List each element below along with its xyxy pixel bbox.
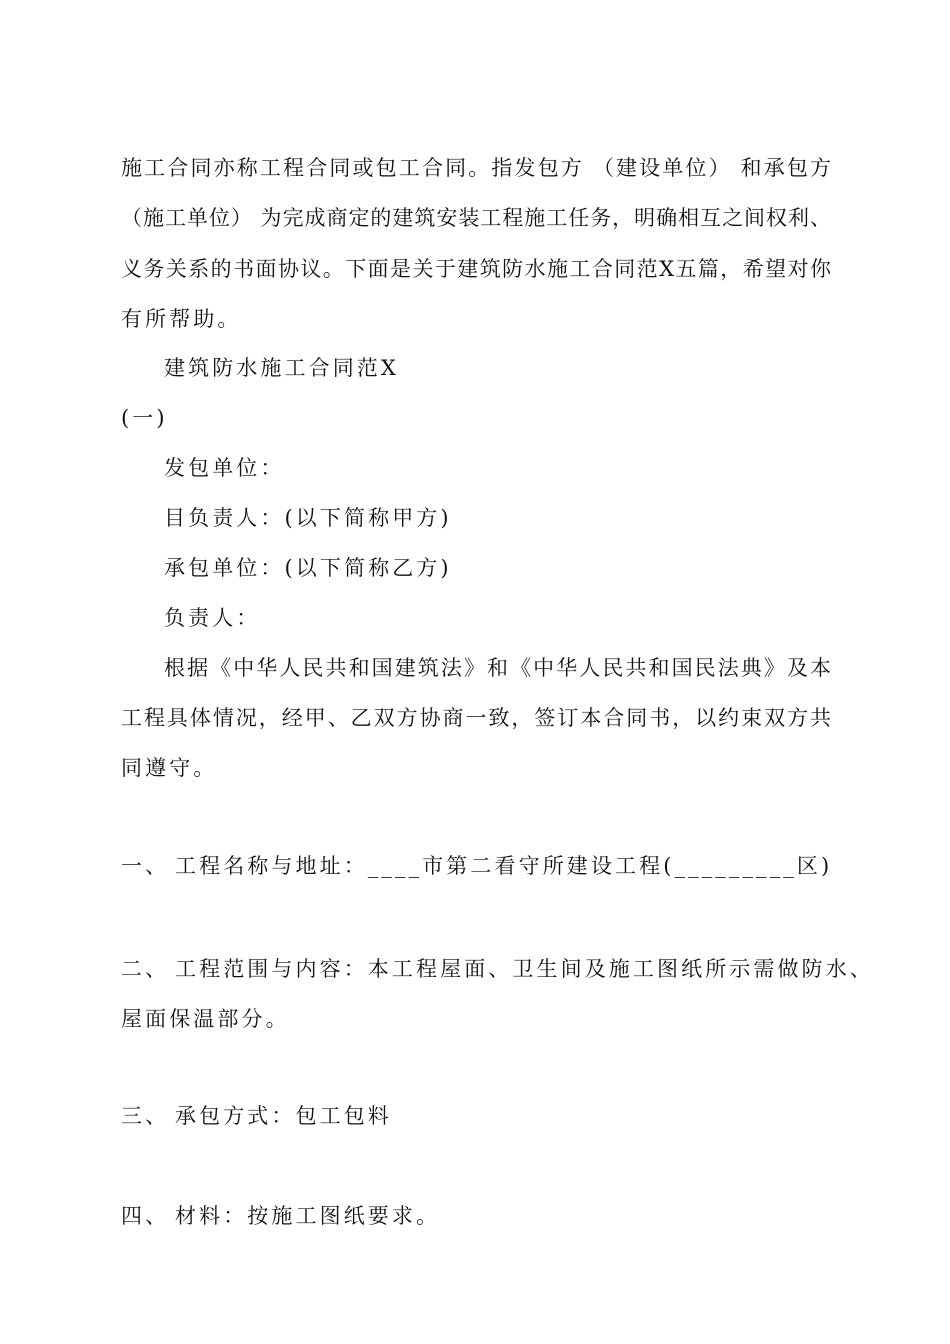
intro-line-4: 有所帮助。 [121,307,242,331]
clause-3 [121,1103,392,1129]
clause-text: 工程名称与地址：____市第二看守所建设工程(_________区) [175,854,833,878]
intro-line-3: 义务关系的书面协议。下面是关于建筑防水施工合同范X五篇，希望对你 [121,257,831,281]
clause-4 [121,1203,440,1229]
basis-line-3: 同遵守。 [121,756,218,780]
intro-line-2: （施工单位） 为完成商定的建筑安装工程施工任务，明确相互之间权利、 [121,206,831,230]
basis-line-2: 工程具体情况，经甲、乙双方协商一致，签订本合同书，以约束双方共 [121,706,831,730]
document-title: 建筑防水施工合同范X [164,356,399,380]
clause-2 [121,956,874,982]
clause-1 [121,853,832,879]
clause-text: 工程范围与内容：本工程屋面、卫生间及施工图纸所示需做防水、 [175,957,874,981]
lead-field: 负责人： [164,606,261,630]
issuer-field: 发包单位： [164,456,285,480]
clause-number: 三、 [121,1104,170,1128]
basis-line-1: 根据《中华人民共和国建筑法》和《中华人民共和国民法典》及本 [164,656,831,680]
clause-number: 二、 [121,957,170,981]
project-lead-field: 目负责人：(以下简称甲方) [164,506,452,530]
contractor-field: 承包单位：(以下简称乙方) [164,556,452,580]
intro-line-1: 施工合同亦称工程合同或包工合同。指发包方 （建设单位） 和承包方 [121,156,831,180]
clause-number: 一、 [121,854,170,878]
clause-text: 承包方式：包工包料 [175,1104,392,1128]
section-label: (一) [121,406,168,430]
clause-number: 四、 [121,1204,170,1228]
clause-2-continuation: 屋面保温部分。 [121,1007,290,1031]
clause-text: 材料：按施工图纸要求。 [175,1204,441,1228]
